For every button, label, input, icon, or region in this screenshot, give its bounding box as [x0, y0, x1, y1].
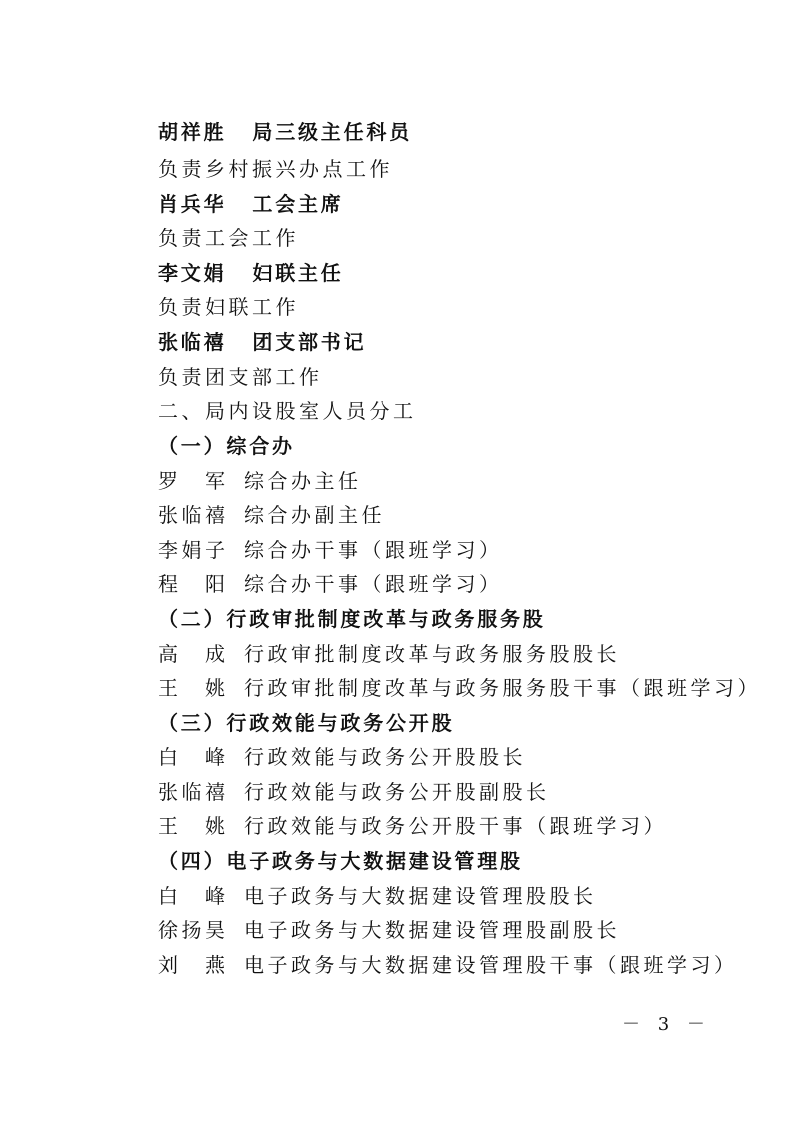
member-role: 综合办主任 [244, 469, 362, 493]
member-role: 行政效能与政务公开股股长 [244, 745, 526, 769]
member-name: 罗 军 [158, 469, 229, 493]
leader-name: 李文娟 [158, 261, 227, 285]
group-heading: （三）行政效能与政务公开股 [158, 711, 455, 735]
page-number: － 3 － [622, 1014, 711, 1035]
leader-line [158, 115, 412, 149]
member-line [158, 879, 597, 913]
leader-name: 张临禧 [158, 330, 227, 354]
leader-title: 妇联主任 [252, 261, 344, 285]
member-line [158, 567, 503, 601]
member-line [158, 948, 738, 982]
member-line [158, 809, 667, 843]
member-role: 综合办副主任 [244, 503, 385, 527]
member-name: 程 阳 [158, 572, 229, 596]
member-line [158, 464, 362, 498]
member-role: 电子政务与大数据建设管理股股长 [244, 884, 597, 908]
group-heading: （一）综合办 [158, 434, 295, 458]
group-heading: （四）电子政务与大数据建设管理股 [158, 849, 523, 873]
leader-title: 工会主席 [252, 192, 344, 216]
leader-line [158, 256, 344, 290]
member-role: 电子政务与大数据建设管理股副股长 [244, 918, 620, 942]
leader-name: 肖兵华 [158, 192, 227, 216]
member-name: 王 姚 [158, 814, 229, 838]
member-name: 刘 燕 [158, 953, 229, 977]
member-name: 王 姚 [158, 676, 229, 700]
member-role: 综合办干事（跟班学习） [244, 538, 503, 562]
leader-title: 团支部书记 [252, 330, 367, 354]
member-line [158, 913, 620, 947]
group-heading: （二）行政审批制度改革与政务服务股 [158, 607, 546, 631]
member-line [158, 637, 620, 671]
member-name: 张临禧 [158, 503, 229, 527]
member-line [158, 498, 385, 532]
leader-duty: 负责团支部工作 [158, 365, 323, 389]
leader-title: 局三级主任科员 [252, 120, 413, 144]
member-line [158, 775, 550, 809]
member-role: 行政效能与政务公开股干事（跟班学习） [244, 814, 667, 838]
leader-line [158, 325, 366, 359]
section-heading: 二、局内设股室人员分工 [158, 399, 417, 423]
member-role: 电子政务与大数据建设管理股干事（跟班学习） [244, 953, 738, 977]
leader-duty: 负责妇联工作 [158, 295, 299, 319]
member-name: 李娟子 [158, 538, 229, 562]
member-name: 张临禧 [158, 780, 229, 804]
member-name: 徐扬昊 [158, 918, 229, 942]
leader-duty: 负责工会工作 [158, 226, 299, 250]
member-role: 行政审批制度改革与政务服务股股长 [244, 642, 620, 666]
leader-name: 胡祥胜 [158, 120, 227, 144]
leader-line [158, 187, 344, 221]
member-role: 行政审批制度改革与政务服务股干事（跟班学习） [244, 676, 761, 700]
member-name: 白 峰 [158, 745, 229, 769]
member-line [158, 740, 526, 774]
member-name: 白 峰 [158, 884, 229, 908]
member-line [158, 671, 761, 705]
member-line [158, 533, 503, 567]
member-role: 行政效能与政务公开股副股长 [244, 780, 550, 804]
leader-duty: 负责乡村振兴办点工作 [158, 157, 393, 181]
member-role: 综合办干事（跟班学习） [244, 572, 503, 596]
member-name: 高 成 [158, 642, 229, 666]
